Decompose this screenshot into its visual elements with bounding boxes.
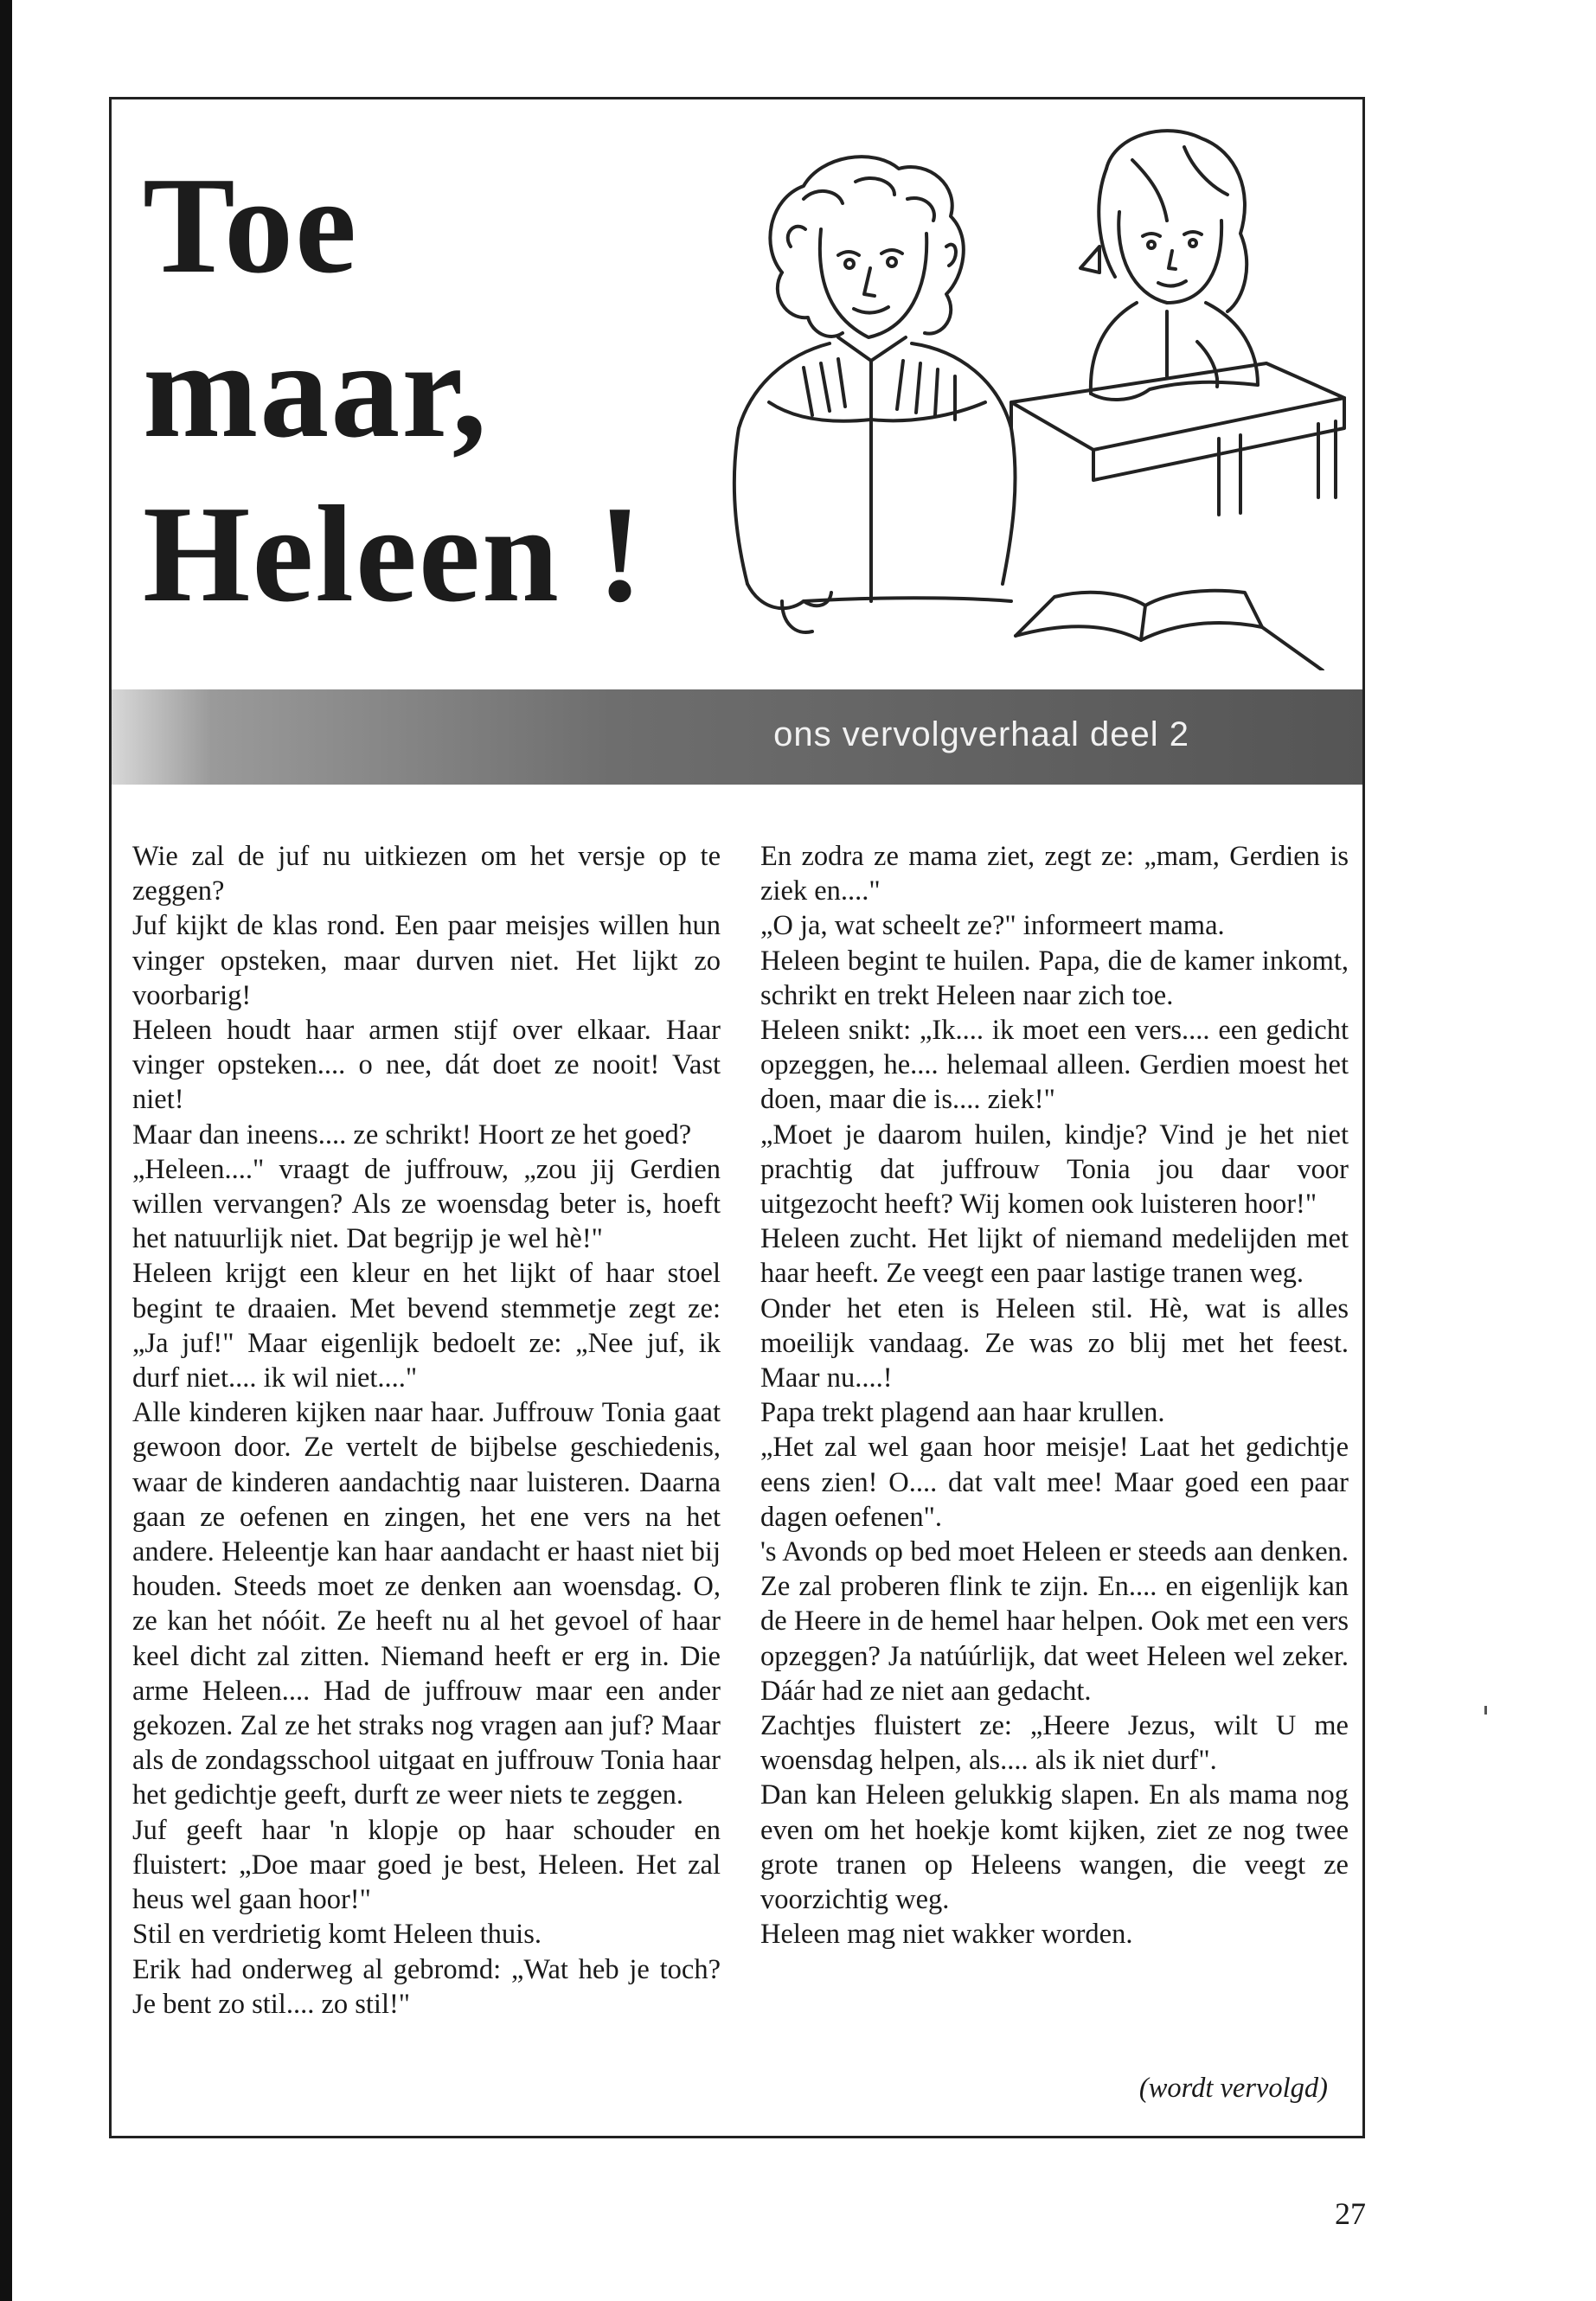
paragraph: Heleen begint te huilen. Papa, die de kamer inkomt, schrikt en trekt Heleen naar zich toe. (760, 945, 1349, 1011)
story-frame (109, 97, 1365, 2138)
paragraph: Papa trekt plagend aan haar krullen. (760, 1397, 1165, 1429)
paragraph: Juf kijkt de klas rond. Een paar meisjes willen hun vinger opsteken, maar durven niet. Het lijkt zo voorbarig! (132, 910, 721, 1011)
paragraph: Heleen krijgt een kleur en het lijkt of haar stoel begint te draaien. Met bevend stemmetje zegt ze: „Ja juf!" Maar eigenlijk bedoelt ze: „Nee juf, ik durf niet.... ik wil niet...." (132, 1258, 721, 1394)
paragraph: „Moet je daarom huilen, kindje? Vind je het niet prachtig dat juffrouw Tonia jou daar voor uitgezocht heeft? Wij komen ook luisteren hoor!" (760, 1118, 1349, 1221)
paragraph: Wie zal de juf nu uitkiezen om het versje op te zeggen? (132, 841, 721, 907)
left-column (132, 839, 721, 2022)
paragraph: 's Avonds op bed moet Heleen er steeds aan denken. Ze zal proberen flink te zijn. En.... en eigenlijk kan de Heere in de hemel haar helpen. Ook met een vers opzeggen? Ja natúúrlijk, dat weet Heleen wel zeker. Dáár had ze niet aan gedacht. (760, 1536, 1349, 1707)
scan-speck (1484, 1706, 1487, 1715)
paragraph: „Heleen...." vraagt de juffrouw, „zou jij Gerdien willen vervangen? Als ze woensdag beter is, hoeft het natuurlijk niet. Dat begrijp je wel hè!" (132, 1153, 721, 1255)
title-line-3: Heleen ! (143, 477, 645, 631)
paragraph: Alle kinderen kijken naar haar. Juffrouw Tonia gaat gewoon door. Ze vertelt de bijbelse geschiedenis, waar de kinderen aandachtig naar luisteren. Daarna gaan ze oefenen en zingen, het ene vers na het andere. Heleentje kan haar aandacht er haast niet bij houden. Steeds moet ze denken aan woensdag. O, ze kan het nóóit. Ze heeft nu al het gevoel of haar keel dicht zal zitten. Niemand heeft er erg in. Die arme Heleen.... Had de juffrouw maar een ander gekozen. Zal ze het straks nog vragen aan juf? Maar als de zondagsschool uitgaat en juffrouw Tonia haar het gedichtje geeft, durft ze weer niets te zeggen. (132, 1397, 721, 1811)
paragraph: Heleen houdt haar armen stijf over elkaar. Haar vinger opsteken.... o nee, dát doet ze nooit! Vast niet! (132, 1015, 721, 1116)
page-number: 27 (1335, 2196, 1366, 2231)
title-line-1: Toe (143, 148, 359, 302)
paragraph: Maar dan ineens.... ze schrikt! Hoort ze het goed? (132, 1118, 692, 1150)
title-line-2: maar, (143, 312, 489, 466)
paragraph: Erik had onderweg al gebromd: „Wat heb je toch? Je bent zo stil.... zo stil!" (132, 1953, 721, 2020)
binding-edge (0, 0, 12, 2301)
paragraph: Dan kan Heleen gelukkig slapen. En als mama nog even om het hoekje komt kijken, ziet ze nog twee grote tranen op Heleens wangen, die veegt ze voorzichtig weg. (760, 1779, 1349, 1916)
paragraph: En zodra ze mama ziet, zegt ze: „mam, Gerdien is ziek en...." (760, 841, 1349, 907)
story-title (143, 143, 644, 636)
paragraph: Juf geeft haar 'n klopje op haar schouder en fluistert: „Doe maar goed je best, Heleen. Het zal heus wel gaan hoor!" (132, 1814, 721, 1916)
paragraph: „O ja, wat scheelt ze?" informeert mama. (760, 910, 1225, 942)
banner-text: ons vervolgverhaal deel 2 (773, 715, 1189, 753)
right-column (760, 839, 1349, 1952)
paragraph: Onder het eten is Heleen stil. Hè, wat is alles moeilijk vandaag. Ze was zo blij met het feest. Maar nu....! (760, 1292, 1349, 1394)
series-banner (112, 689, 1362, 785)
paragraph: „Het zal wel gaan hoor meisje! Laat het gedichtje eens zien! O.... dat valt mee! Maar goed een paar dagen oefenen". (760, 1432, 1349, 1533)
paragraph: Heleen zucht. Het lijkt of niemand medelijden met haar heeft. Ze veegt een paar lastige tranen weg. (760, 1223, 1349, 1290)
paragraph: Stil en verdrietig komt Heleen thuis. (132, 1919, 542, 1951)
to-be-continued-note: (wordt vervolgd) (1138, 2073, 1328, 2104)
paragraph: Heleen snikt: „Ik.... ik moet een vers.... een gedicht opzeggen, he.... helemaal alleen. Gerdien moest het doen, maar die is.... ziek!" (760, 1015, 1349, 1116)
paragraph: Zachtjes fluistert ze: „Heere Jezus, wilt U me woensdag helpen, als.... als ik niet durf". (760, 1710, 1349, 1777)
teacher-and-girl-illustration-icon (700, 117, 1357, 670)
paragraph: Heleen mag niet wakker worden. (760, 1919, 1133, 1951)
